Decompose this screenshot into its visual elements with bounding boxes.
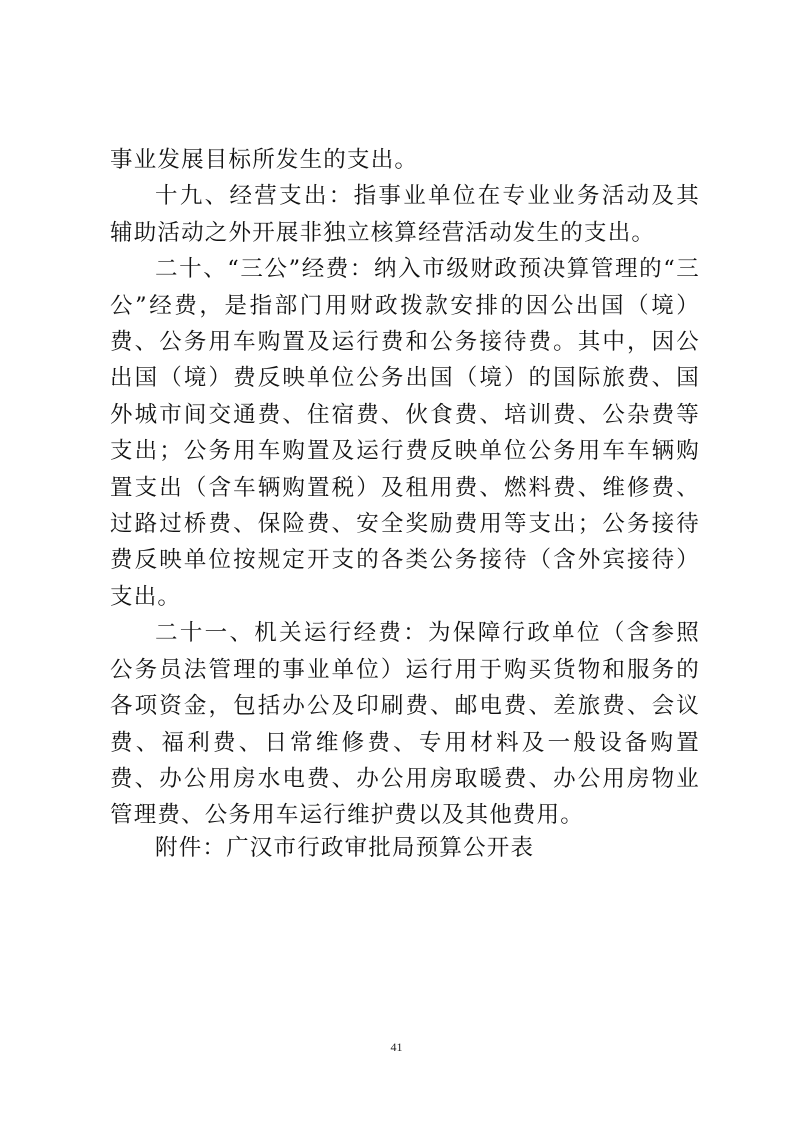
paragraph-item-20: 二十、“三公”经费：纳入市级财政预决算管理的“三公”经费，是指部门用财政拨款安排的因公出国（境）费、公务用车购置及运行费和公务接待费。其中，因公出国（境）费反映单位公务出国（境）的国际旅费、国外城市间交通费、住宿费、伙食费、培训费、公杂费等支出；公务用车购置及运行费反映单位公务用车车辆购置支出（含车辆购置税）及租用费、燃料费、维修费、过路过桥费、保险费、安全奖励费用等支出；公务接待费反映单位按规定开支的各类公务接待（含外宾接待）支出。 bbox=[110, 256, 700, 610]
attachment-note: 附件：广汉市行政审批局预算公开表 bbox=[155, 835, 535, 861]
paragraph-item-19: 十九、经营支出：指事业单位在专业业务活动及其辅助活动之外开展非独立核算经营活动发生的支出。 bbox=[110, 183, 700, 246]
page-number: 41 bbox=[390, 1040, 403, 1054]
body-text bbox=[110, 142, 700, 834]
paragraph-continuation: 事业发展目标所发生的支出。 bbox=[110, 147, 419, 173]
paragraph-item-21: 二十一、机关运行经费：为保障行政单位（含参照公务员法管理的事业单位）运行用于购买货物和服务的各项资金，包括办公及印刷费、邮电费、差旅费、会议费、福利费、日常维修费、专用材料及一般设备购置费、办公用房水电费、办公用房取暖费、办公用房物业管理费、公务用车运行维护费以及其他费用。 bbox=[110, 620, 700, 829]
